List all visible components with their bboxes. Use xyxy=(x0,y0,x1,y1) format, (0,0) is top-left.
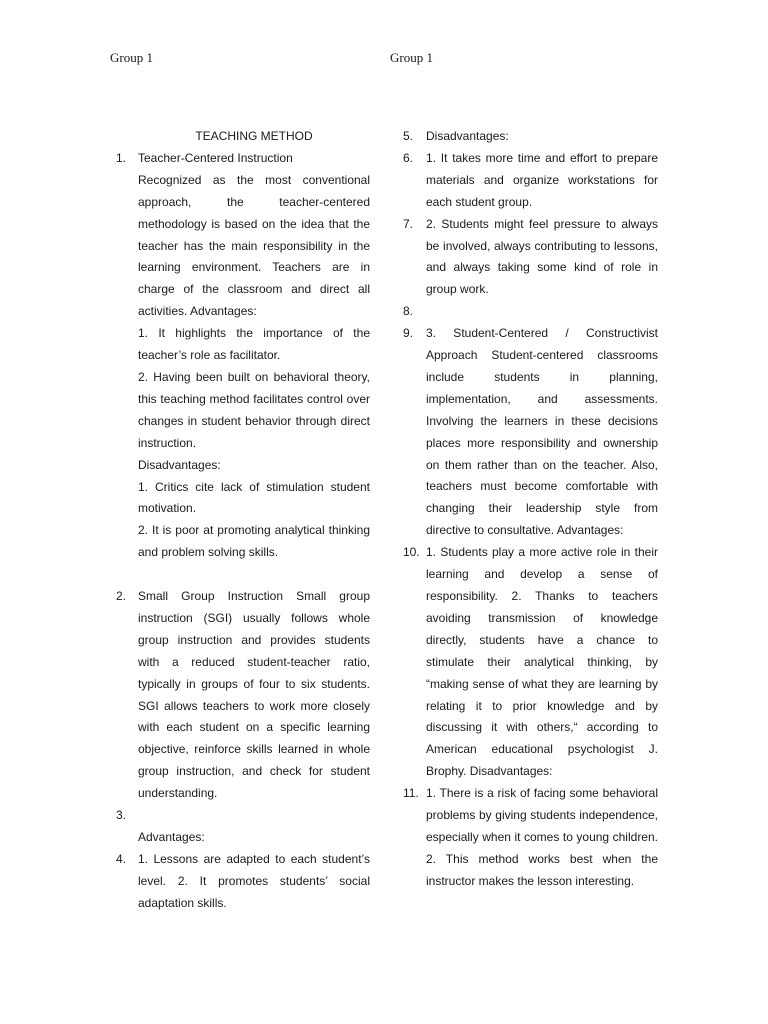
list-number: 6. xyxy=(403,150,414,165)
list-item-4 xyxy=(110,849,370,915)
list-item-3 xyxy=(110,805,370,827)
list-number: 8. xyxy=(403,304,414,319)
list-item-6 xyxy=(398,148,658,214)
list-number: 3. xyxy=(116,808,127,823)
item-body: 2. Students might feel pressure to always be involved, always contributing to lessons, and always taking some kind of role in group work. xyxy=(426,216,658,297)
disadvantages-label: Disadvantages: xyxy=(138,457,221,472)
advantages-label xyxy=(110,827,370,849)
item-body: 1. Students play a more active role in their learning and develop a sense of responsibility. 2. Thanks to teachers avoiding transmission of knowledge directly, students have a chance to stimulate their analytical thinking, by “making sense of what they are learning by relating it to prior knowledge and by discussing it with others,“ according to American educational psychologist J. Brophy. Disadvantages: xyxy=(426,545,658,779)
item-heading: Teacher-Centered Instruction xyxy=(138,150,293,165)
item-body: 1. It takes more time and effort to prepare materials and organize workstations for each student group. xyxy=(426,150,658,209)
blank-line xyxy=(110,564,370,586)
item-body xyxy=(138,805,370,827)
disadvantage-1: 1. Critics cite lack of stimulation student motivation. xyxy=(138,479,370,516)
list-item-1 xyxy=(110,148,370,564)
item-body xyxy=(426,301,658,323)
advantage-1: 1. It highlights the importance of the teacher’s role as facilitator. xyxy=(138,326,370,363)
list-item-11 xyxy=(398,783,658,893)
list-number: 11. xyxy=(403,786,419,801)
page-header-left: Group 1 xyxy=(110,50,153,65)
item-body: 1. Lessons are adapted to each student’s level. 2. It promotes students’ social adaptation skills. xyxy=(138,851,370,910)
right-column xyxy=(398,126,658,893)
list-number: 7. xyxy=(403,216,414,231)
list-item-10 xyxy=(398,542,658,783)
list-item-8 xyxy=(398,301,658,323)
list-number: 2. xyxy=(116,589,127,604)
advantages-text: Advantages: xyxy=(138,829,205,844)
list-number: 1. xyxy=(116,150,127,165)
list-number: 5. xyxy=(403,129,414,143)
item-body: 1. There is a risk of facing some behavioral problems by giving students independence, especially when it comes to young children. 2. This method works best when the instructor makes the lesson interesting. xyxy=(426,786,658,888)
list-item-2 xyxy=(110,586,370,805)
disadvantage-2: 2. It is poor at promoting analytical thinking and problem solving skills. xyxy=(138,523,370,560)
list-item-7 xyxy=(398,214,658,302)
left-column xyxy=(110,126,370,915)
list-item-9 xyxy=(398,323,658,542)
page-header-right: Group 1 xyxy=(390,50,433,65)
item-body: Disadvantages: xyxy=(426,129,509,143)
list-number: 4. xyxy=(116,851,127,866)
list-number: 10. xyxy=(403,545,420,560)
advantage-2: 2. Having been built on behavioral theory, this teaching method facilitates control over changes in student behavior through direct instruction. xyxy=(138,369,370,450)
list-item-5 xyxy=(398,126,658,148)
section-title: TEACHING METHOD xyxy=(195,129,313,143)
item-body: Small Group Instruction Small group instruction (SGI) usually follows whole group instruction and provides students with a reduced student-teacher ratio, typically in groups of four to six students. SGI allows teachers to work more closely with each student on a specific learning objective, reinforce skills learned in whole group instruction, and check for student understanding. xyxy=(138,589,370,801)
item-body: 3. Student-Centered / Constructivist Approach Student-centered classrooms include students in planning, implementation, and assessments. Involving the learners in these decisions places more responsibility and ownership on them rather than on the teacher. Also, teachers must become comfortable with changing their leadership style from directive to consultative. Advantages: xyxy=(426,326,658,538)
list-number: 9. xyxy=(403,326,414,341)
item-body: Recognized as the most conventional approach, the teacher-centered methodology is based on the idea that the teacher has the main responsibility in the learning environment. Teachers are in charge of the classroom and direct all activities. Advantages: xyxy=(138,172,370,319)
